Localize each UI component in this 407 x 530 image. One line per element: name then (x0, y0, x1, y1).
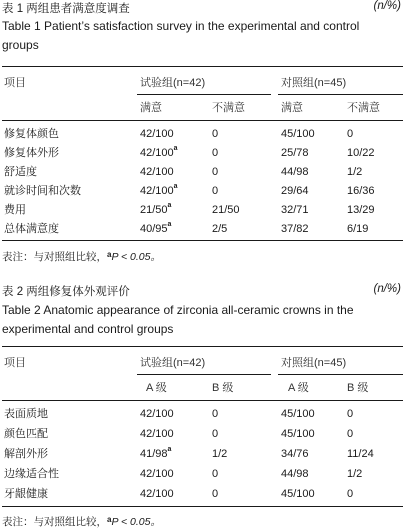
table1-ctrl-underline (278, 94, 403, 95)
table2-group-ctrl: 对照组(n=45) (281, 357, 347, 369)
table1-subcol: 满意 (281, 102, 303, 114)
row-value: 11/24 (347, 448, 374, 460)
table1-col-item: 项目 (4, 77, 26, 89)
row-item: 就诊时间和次数 (4, 185, 81, 197)
row-value: 6/19 (347, 223, 369, 235)
table2-title-en: Table 2 Anatomic appearance of zirconia all-ceramic crowns in the experimental and control groups (2, 303, 354, 336)
row-value: 34/76 (281, 448, 309, 460)
row-value: 10/22 (347, 147, 375, 159)
row-value: 0 (347, 428, 354, 440)
row-item: 解剖外形 (4, 448, 48, 460)
table2-title-cn: 表 2 两组修复体外观评价 (2, 286, 130, 298)
table1-top-rule (2, 66, 403, 67)
table2-subcol: B 级 (212, 382, 234, 394)
table2-ctrl-underline (278, 374, 403, 375)
row-value: 0 (212, 468, 219, 480)
row-value: 42/100 (140, 166, 174, 178)
row-item: 牙龈健康 (4, 488, 48, 500)
row-value: 0 (347, 408, 354, 420)
table2-bottom-rule (2, 506, 403, 507)
row-value: 21/50 (212, 204, 240, 216)
row-item: 舒适度 (4, 166, 37, 178)
row-value: 44/98 (281, 166, 309, 178)
row-item: 表面质地 (4, 408, 48, 420)
row-item: 边缘适合性 (4, 468, 59, 480)
row-item: 修复体外形 (4, 147, 59, 159)
table1-subcol: 满意 (140, 102, 162, 114)
table1-footnote: 表注：与对照组比较，$^a$P < 0.05。 (2, 250, 161, 263)
table2-footnote: 表注：与对照组比较，$^a$P < 0.05。 (2, 515, 161, 528)
table2-header-rule (2, 400, 403, 401)
row-value: 41/98$^a$ (140, 446, 172, 460)
table1-subcol: 不满意 (212, 102, 245, 114)
row-value: 0 (212, 128, 219, 140)
row-value: 1/2 (212, 448, 228, 460)
row-value: 16/36 (347, 185, 375, 197)
row-value: 0 (212, 428, 219, 440)
row-value: 44/98 (281, 468, 309, 480)
table1-unit: (n/%) (373, 0, 401, 12)
row-value: 0 (347, 488, 354, 500)
row-value: 40/95$^a$ (140, 221, 172, 235)
row-value: 42/100 (140, 488, 174, 500)
row-value: 42/100$^a$ (140, 183, 178, 197)
table1-title-cn: 表 1 两组患者满意度调查 (2, 3, 130, 15)
row-value: 42/100 (140, 428, 174, 440)
table1-title-en: Table 1 Patient’s satisfaction survey in the experimental and control groups (2, 19, 360, 52)
table1-group-exp: 试验组(n=42) (140, 77, 206, 89)
row-value: 0 (347, 128, 354, 140)
row-value: 0 (212, 185, 219, 197)
row-value: 45/100 (281, 488, 315, 500)
table2-subcol: A 级 (288, 382, 309, 394)
table2-exp-underline (137, 374, 271, 375)
row-item: 费用 (4, 204, 26, 216)
table1-group-ctrl: 对照组(n=45) (281, 77, 347, 89)
row-value: 0 (212, 166, 219, 178)
row-value: 21/50$^a$ (140, 202, 172, 216)
table2-subcol: A 级 (146, 382, 167, 394)
row-value: 1/2 (347, 468, 363, 480)
row-value: 42/100$^a$ (140, 145, 178, 159)
table1-subcol: 不满意 (347, 102, 380, 114)
table2-col-item: 项目 (4, 357, 26, 369)
row-item: 总体满意度 (4, 223, 59, 235)
row-value: 37/82 (281, 223, 309, 235)
row-value: 45/100 (281, 428, 315, 440)
row-value: 42/100 (140, 468, 174, 480)
row-value: 2/5 (212, 223, 228, 235)
row-value: 32/71 (281, 204, 309, 216)
row-value: 0 (212, 147, 219, 159)
row-value: 42/100 (140, 408, 174, 420)
row-value: 25/78 (281, 147, 309, 159)
table1-header-rule (2, 120, 403, 121)
row-value: 0 (212, 488, 219, 500)
table2-unit: (n/%) (373, 283, 401, 295)
table1-exp-underline (137, 94, 271, 95)
table1-bottom-rule (2, 240, 403, 241)
row-value: 1/2 (347, 166, 363, 178)
row-value: 0 (212, 408, 219, 420)
row-value: 45/100 (281, 128, 315, 140)
row-item: 颜色匹配 (4, 428, 48, 440)
row-value: 29/64 (281, 185, 309, 197)
table2-top-rule (2, 346, 403, 347)
row-value: 13/29 (347, 204, 375, 216)
row-value: 45/100 (281, 408, 315, 420)
row-item: 修复体颜色 (4, 128, 59, 140)
table2-group-exp: 试验组(n=42) (140, 357, 206, 369)
table2-subcol: B 级 (347, 382, 369, 394)
row-value: 42/100 (140, 128, 174, 140)
